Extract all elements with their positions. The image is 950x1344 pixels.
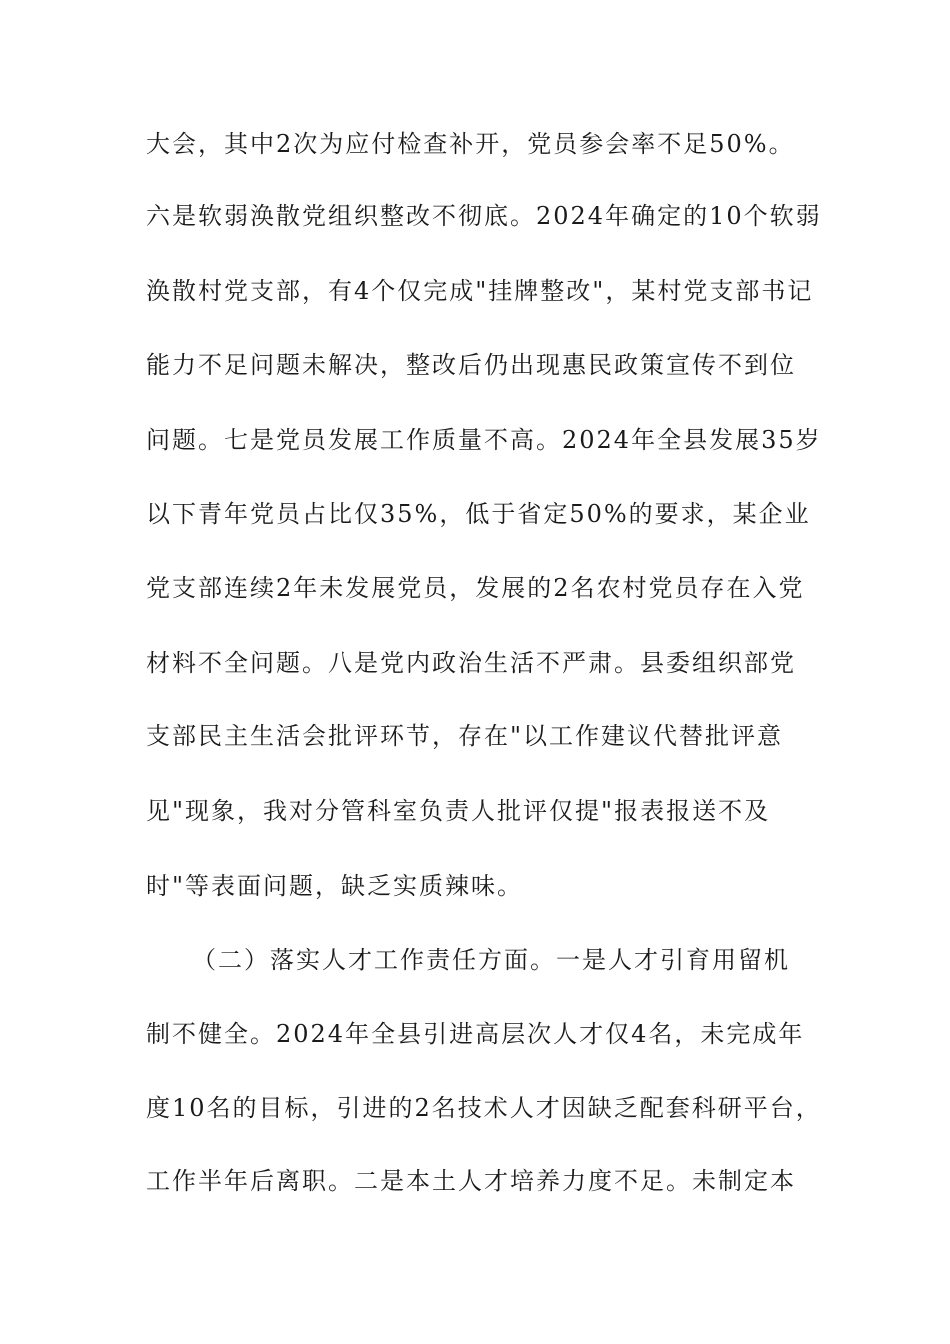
text-line: 党支部连续2年未发展党员，发展的2名农村党员存在入党 <box>146 574 805 602</box>
text-line: 工作半年后离职。二是本土人才培养力度不足。未制定本 <box>146 1167 796 1195</box>
text-line: 支部民主生活会批评环节，存在"以工作建议代替批评意 <box>146 722 784 750</box>
text-line: 涣散村党支部，有4个仅完成"挂牌整改"，某村党支部书记 <box>146 277 814 305</box>
paragraph-first-line: （二）落实人才工作责任方面。一是人才引育用留机 <box>192 946 790 974</box>
text-line: 度10名的目标，引进的2名技术人才因缺乏配套科研平台， <box>146 1094 822 1122</box>
text-line: 大会，其中2次为应付检查补开，党员参会率不足50%。 <box>146 130 795 158</box>
text-line: 制不健全。2024年全县引进高层次人才仅4名，未完成年 <box>146 1020 805 1048</box>
text-line: 材料不全问题。八是党内政治生活不严肃。县委组织部党 <box>146 649 796 677</box>
text-line: 见"现象，我对分管科室负责人批评仅提"报表报送不及 <box>146 797 771 825</box>
text-line: 时"等表面问题，缺乏实质辣味。 <box>146 872 524 900</box>
text-line: 六是软弱涣散党组织整改不彻底。2024年确定的10个软弱 <box>146 202 822 230</box>
text-line: 问题。七是党员发展工作质量不高。2024年全县发展35岁 <box>146 426 822 454</box>
text-line: 能力不足问题未解决，整改后仍出现惠民政策宣传不到位 <box>146 351 796 379</box>
text-line: 以下青年党员占比仅35%，低于省定50%的要求，某企业 <box>146 500 811 528</box>
